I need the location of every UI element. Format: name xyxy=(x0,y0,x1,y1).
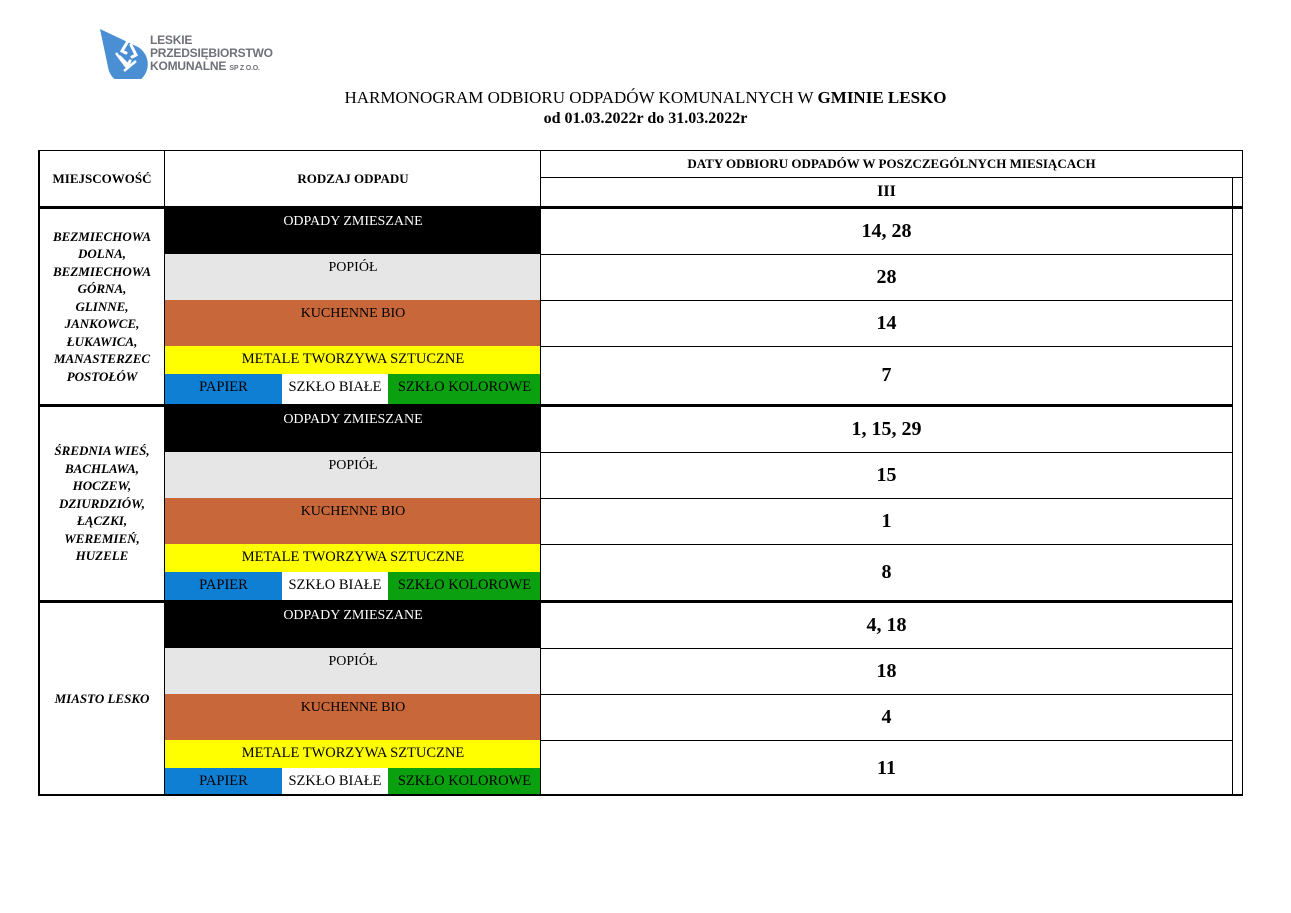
table-left-border xyxy=(38,150,40,796)
waste-paper: PAPIER xyxy=(165,572,282,601)
date-selective: 7 xyxy=(881,364,892,386)
date-mixed: 14, 28 xyxy=(861,219,912,242)
waste-metal: METALE TWORZYWA SZTUCZNE xyxy=(165,544,541,572)
waste-glass-white: SZKŁO BIAŁE xyxy=(282,768,388,796)
row-divider xyxy=(541,694,1232,695)
group-divider xyxy=(39,404,1232,407)
date-ash: 18 xyxy=(876,659,897,682)
waste-ash: POPIÓŁ xyxy=(165,452,541,498)
location-line: BACHLAWA, xyxy=(64,460,140,476)
waste-bio: KUCHENNE BIO xyxy=(165,300,541,346)
waste-ash: POPIÓŁ xyxy=(165,254,541,300)
waste-metal: METALE TWORZYWA SZTUCZNE xyxy=(165,346,541,374)
title-gmina: GMINIE LESKO xyxy=(817,88,947,107)
logo-line-3-text: KOMUNALNE xyxy=(150,59,227,73)
header-waste-type: RODZAJ ODPADU xyxy=(297,171,409,186)
waste-glass-color: SZKŁO KOLOROWE xyxy=(388,572,541,601)
waste-paper: PAPIER xyxy=(165,768,282,796)
location-line: HUZELE xyxy=(75,548,129,564)
waste-glass-color: SZKŁO KOLOROWE xyxy=(388,768,541,796)
row-divider xyxy=(541,498,1232,499)
location-cell xyxy=(39,602,165,796)
document-title xyxy=(0,88,1291,108)
date-bio: 4 xyxy=(881,705,892,728)
column-divider xyxy=(1232,178,1233,796)
table-right-border xyxy=(1242,150,1243,796)
location-line: MANASTERZEC xyxy=(53,351,151,367)
location-line: WEREMIEŃ, xyxy=(64,530,140,546)
waste-mixed: ODPADY ZMIESZANE xyxy=(165,208,541,254)
location-line: GLINNE, xyxy=(75,298,129,314)
date-mixed: 4, 18 xyxy=(866,613,907,636)
location-cell xyxy=(39,208,165,405)
row-divider xyxy=(541,254,1232,255)
location-line: DOLNA, xyxy=(77,246,127,262)
location-line: BEZMIECHOWA xyxy=(52,228,151,244)
row-divider xyxy=(541,544,1232,545)
table-bottom-border xyxy=(39,794,1242,796)
company-name xyxy=(150,34,273,75)
date-mixed: 1, 15, 29 xyxy=(851,417,922,440)
date-range: od 01.03.2022r do 31.03.2022r xyxy=(543,110,748,127)
location-line: ŚREDNIA WIEŚ, xyxy=(54,443,150,459)
row-divider xyxy=(541,648,1232,649)
logo-line-3-small: SP Z O.O. xyxy=(229,65,260,72)
header-month: III xyxy=(877,183,896,200)
waste-bio: KUCHENNE BIO xyxy=(165,694,541,740)
header-dates: DATY ODBIORU ODPADÓW W POSZCZEGÓLNYCH MIESIĄCACH xyxy=(687,156,1096,171)
column-divider xyxy=(540,150,541,796)
location-line: MIASTO LESKO xyxy=(54,691,150,707)
date-ash: 15 xyxy=(876,463,897,486)
table-top-border xyxy=(39,150,1242,151)
row-divider xyxy=(541,346,1232,347)
location-line: DZIURDZIÓW, xyxy=(58,495,146,511)
waste-glass-color: SZKŁO KOLOROWE xyxy=(388,374,541,405)
location-line: HOCZEW, xyxy=(72,478,132,494)
location-line: ŁĄCZKI, xyxy=(76,513,128,529)
waste-glass-white: SZKŁO BIAŁE xyxy=(282,572,388,601)
logo-line-2: PRZEDSIĘBIORSTWO xyxy=(150,46,273,60)
logo-line-1: LESKIE xyxy=(150,33,193,47)
location-line: JANKOWCE, xyxy=(64,316,140,332)
date-ash: 28 xyxy=(876,265,897,288)
location-line: BEZMIECHOWA xyxy=(52,263,151,279)
date-selective: 8 xyxy=(881,561,892,583)
waste-mixed: ODPADY ZMIESZANE xyxy=(165,406,541,452)
waste-bio: KUCHENNE BIO xyxy=(165,498,541,544)
waste-mixed: ODPADY ZMIESZANE xyxy=(165,602,541,648)
column-divider xyxy=(164,150,165,796)
header-bottom-border xyxy=(39,206,1242,209)
row-divider xyxy=(541,300,1232,301)
date-selective: 11 xyxy=(877,756,896,779)
location-cell xyxy=(39,406,165,601)
company-logo xyxy=(98,27,288,79)
header-location: MIEJSCOWOŚĆ xyxy=(52,171,152,186)
date-bio: 1 xyxy=(881,509,892,532)
title-prefix: HARMONOGRAM ODBIORU ODPADÓW KOMUNALNYCH W xyxy=(344,88,814,107)
waste-glass-white: SZKŁO BIAŁE xyxy=(282,374,388,405)
logo-line-3 xyxy=(150,60,273,75)
row-divider xyxy=(541,740,1232,741)
location-line: POSTOŁÓW xyxy=(66,368,138,384)
waste-metal: METALE TWORZYWA SZTUCZNE xyxy=(165,740,541,768)
date-bio: 14 xyxy=(876,311,897,334)
location-line: ŁUKAWICA, xyxy=(66,333,138,349)
group-divider xyxy=(39,600,1232,603)
location-line: GÓRNA, xyxy=(77,281,127,297)
waste-ash: POPIÓŁ xyxy=(165,648,541,694)
header-divider xyxy=(541,177,1242,178)
waste-paper: PAPIER xyxy=(165,374,282,405)
recycle-drop-icon xyxy=(98,27,150,79)
row-divider xyxy=(541,452,1232,453)
